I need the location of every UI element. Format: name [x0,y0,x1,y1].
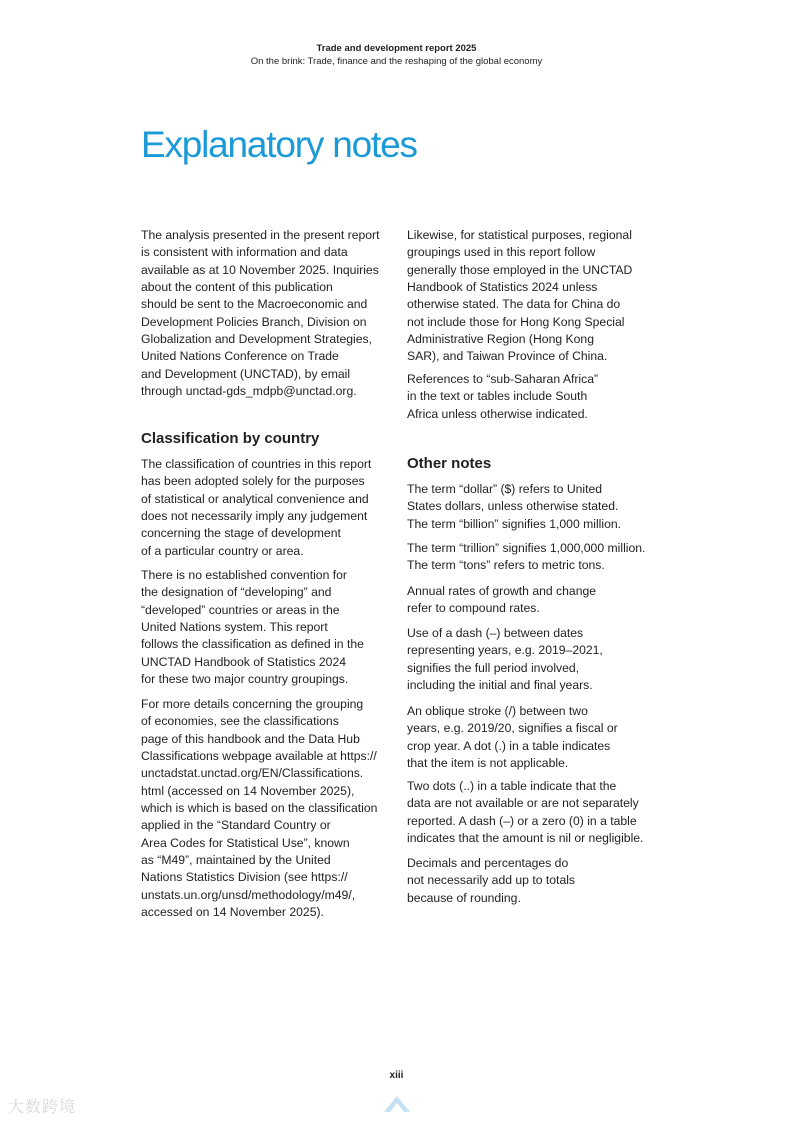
text-line: that the item is not applicable. [407,756,569,771]
text-line: The term “billion” signifies 1,000 million. [407,516,622,531]
text-line: The term “dollar” ($) refers to United [407,482,603,496]
paragraph [407,703,618,772]
text-line: Use of a dash (–) between dates [407,626,584,640]
text-line: The analysis presented in the present report [141,228,380,242]
text-line: applied in the “Standard Country or [141,818,331,833]
text-line: concerning the stage of development [141,526,341,541]
text-line: otherwise stated. The data for China do [407,297,621,312]
text-line: data are not available or are not separately [407,796,639,811]
text-line: of economies, see the classifications [141,714,339,729]
paragraph [141,567,364,688]
text-line: Handbook of Statistics 2024 unless [407,280,598,295]
paragraph [407,227,632,366]
text-line: Africa unless otherwise indicated. [407,406,588,421]
text-line: The term “trillion” signifies 1,000,000 million. [407,541,646,555]
text-line: through unctad-gds_mdpb@unctad.org. [141,384,357,399]
text-line: is consistent with information and data [141,245,348,260]
text-line: Globalization and Development Strategies, [141,332,373,347]
paragraph [407,855,575,907]
section-heading-classification: Classification by country [141,430,320,447]
text-line: Administrative Region (Hong Kong [407,332,594,347]
text-line: crop year. A dot (.) in a table indicates [407,738,611,753]
paragraph [407,778,643,847]
text-line: does not necessarily imply any judgement [141,509,368,524]
text-line: UNCTAD Handbook of Statistics 2024 [141,654,347,669]
text-line: and Development (UNCTAD), by email [141,366,351,381]
text-line: For more details concerning the grouping [141,697,364,711]
text-line: Classifications webpage available at https:// [141,749,377,764]
intro-paragraph [141,227,379,400]
text-line: signifies the full period involved, [407,660,580,675]
text-line: of statistical or analytical convenience and [141,491,369,506]
text-line: which is which is based on the classification [141,801,378,816]
text-line: refer to compound rates. [407,601,540,616]
text-line: There is no established convention for [141,568,347,582]
text-line: html (accessed on 14 November 2025), [141,783,355,798]
text-line: years, e.g. 2019/20, signifies a fiscal or [407,721,618,736]
text-line: of a particular country or area. [141,543,304,558]
text-line: should be sent to the Macroeconomic and [141,297,368,312]
watermark: 大数跨境 [8,1099,77,1116]
text-line: unctadstat.unctad.org/EN/Classifications. [141,766,364,781]
text-line: Nations Statistics Division (see https:// [141,870,348,885]
text-line: SAR), and Taiwan Province of China. [407,349,608,364]
paragraph [141,696,377,921]
text-line: “developed” countries or areas in the [141,602,340,617]
text-line: for these two major country groupings. [141,672,349,687]
scroll-up-arrow-icon[interactable] [384,1090,410,1112]
text-line: United Nations Conference on Trade [141,349,339,364]
text-line: has been adopted solely for the purposes [141,474,365,489]
text-line: indicates that the amount is nil or negligible. [407,831,644,846]
text-line: follows the classification as defined in the [141,637,364,652]
text-line: States dollars, unless otherwise stated. [407,499,619,514]
paragraph [407,481,621,533]
paragraph [407,625,603,694]
text-line: including the initial and final years. [407,678,593,693]
text-line: Decimals and percentages do [407,856,569,870]
paragraph [407,371,598,423]
text-line: Development Policies Branch, Division on [141,314,367,329]
text-line: The term “tons” refers to metric tons. [407,558,605,573]
text-line: United Nations system. This report [141,620,328,635]
text-line: the designation of “developing” and [141,585,332,600]
text-line: not include those for Hong Kong Special [407,314,625,329]
text-line: about the content of this publication [141,280,333,295]
text-line: as “M49”, maintained by the United [141,853,331,868]
text-line: accessed on 14 November 2025). [141,905,324,920]
text-line: not necessarily add up to totals [407,873,576,888]
paragraph [407,540,645,575]
text-line: References to “sub-Saharan Africa” [407,372,599,386]
report-subtitle: On the brink: Trade, finance and the reshaping of the global economy [250,56,543,67]
text-line: unstats.un.org/unsd/methodology/m49/, [141,887,356,902]
text-line: generally those employed in the UNCTAD [407,262,633,277]
text-line: Likewise, for statistical purposes, regional [407,228,632,242]
text-line: An oblique stroke (/) between two [407,704,588,718]
text-line: Annual rates of growth and change [407,584,597,598]
paragraph [141,456,371,560]
section-heading-other-notes: Other notes [407,455,492,472]
text-line: Area Codes for Statistical Use”, known [141,835,350,850]
text-line: page of this handbook and the Data Hub [141,731,360,746]
text-line: groupings used in this report follow [407,245,596,260]
text-line: Two dots (..) in a table indicate that the [407,779,617,793]
text-line: because of rounding. [407,890,521,905]
page-title: Explanatory notes [141,124,417,165]
paragraph [407,583,596,618]
text-line: The classification of countries in this report [141,457,372,471]
text-line: in the text or tables include South [407,389,588,404]
page-number: xiii [389,1070,404,1081]
text-line: representing years, e.g. 2019–2021, [407,643,603,658]
text-line: reported. A dash (–) or a zero (0) in a table [407,813,637,828]
report-title: Trade and development report 2025 [316,43,477,54]
text-line: available as at 10 November 2025. Inquiries [141,262,379,277]
